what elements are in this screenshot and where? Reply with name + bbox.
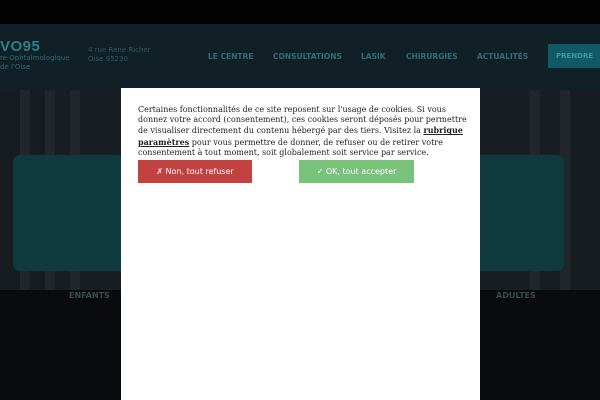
nav-le-centre[interactable]: LE CENTRE [208,52,254,61]
nav-lasik[interactable]: LASIK [361,52,386,61]
cookie-consent-text [138,105,468,158]
cookie-text-part2: pour vous permettre de donner, de refuser ou de retirer votre consentement à tout moment, soit globalement soit service par service. [138,137,443,157]
appointment-button[interactable]: PRENDRE [548,44,600,68]
cookie-consent-modal [121,88,480,400]
settings-link[interactable]: rubrique paramètres [138,125,463,147]
cookie-text-part1: Certaines fonctionnalités de ce site reposent sur l'usage de cookies. Si vous donnez votre accord (consentement), ces cookies seront déposés pour permettre de visualiser directement du contenu hébergé par des tiers. Visitez la [138,105,467,136]
site-logo[interactable]: VO95 [0,38,41,55]
site-header [0,24,600,90]
nav-actualites[interactable]: ACTUALITÉS [477,52,529,61]
nav-chirurgies[interactable]: CHIRURGIES [406,52,458,61]
top-bar [0,0,600,24]
section-label-enfants[interactable]: ENFANTS [69,291,110,300]
accept-all-button[interactable]: ✓ OK, tout accepter [299,160,414,183]
section-label-adultes[interactable]: ADULTES [496,291,536,300]
refuse-all-button[interactable]: ✗ Non, tout refuser [138,160,252,183]
nav-consultations[interactable]: CONSULTATIONS [273,52,342,61]
header-address: 4 rue Rene Richer Oise 95230 [88,46,151,63]
logo-subtitle: re Ophtalmologique de l'Oise [0,54,70,71]
